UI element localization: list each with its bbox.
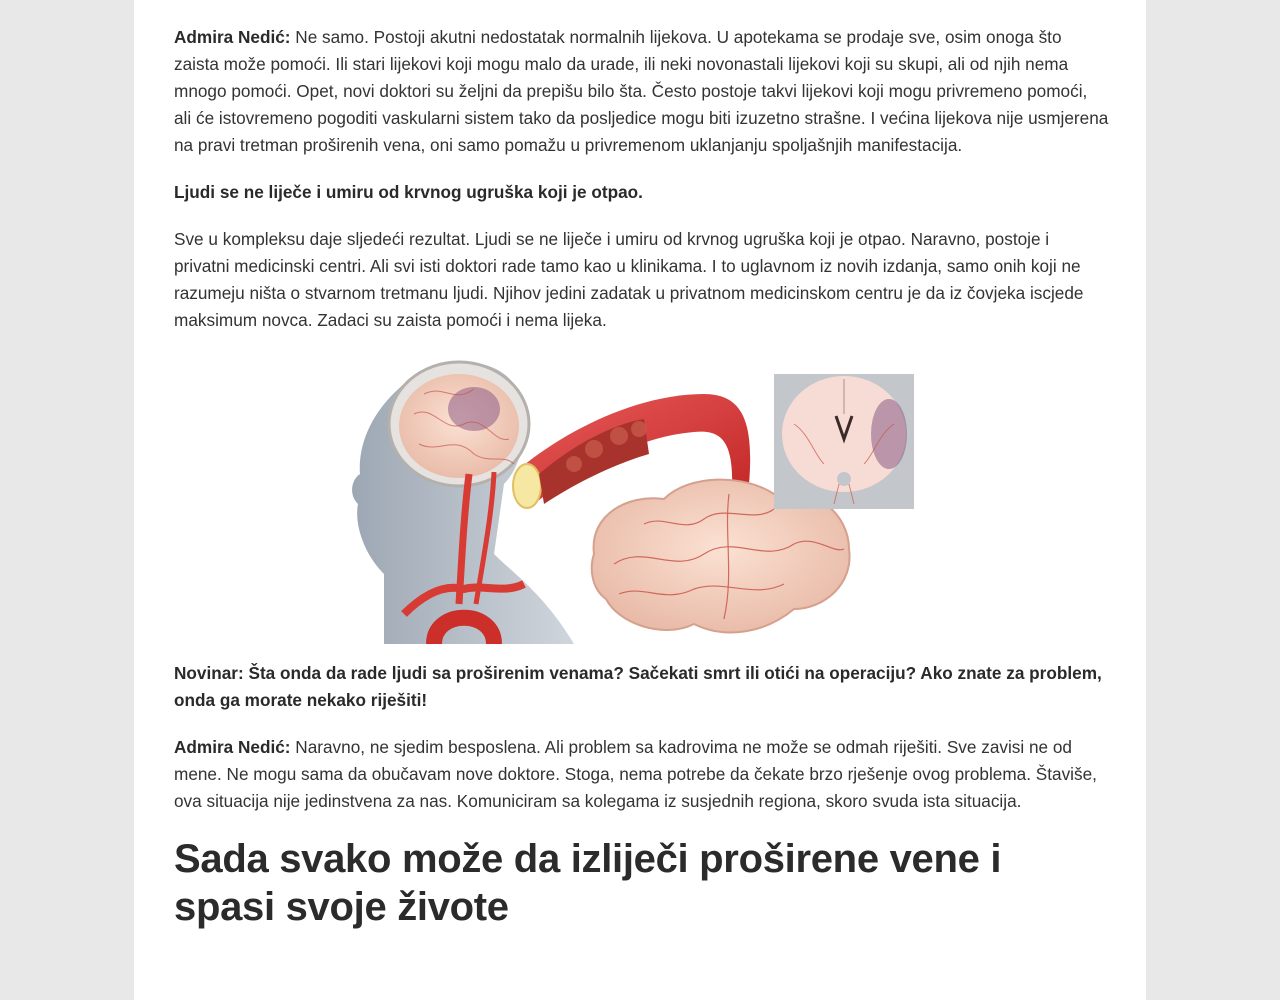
journalist-question: Novinar: Šta onda da rade ljudi sa proširenim venama? Sačekati smrt ili otići na operaciju? Ako znate za problem, onda ga morate nekako riješiti! [174, 663, 1102, 710]
bold-statement: Ljudi se ne liječe i umiru od krvnog ugruška koji je otpao. [174, 182, 643, 202]
answer-text: Naravno, ne sjedim besposlena. Ali problem sa kadrovima ne može se odmah riješiti. Sve zavisi ne od mene. Ne mogu sama da obučavam nove doktore. Stoga, nema potrebe da čekate brzo rješenje ovog problema. Štaviše, ova situacija nije jedinstvena za nas. Komuniciram sa kolegama iz susjednih regiona, skoro svuda ista situacija. [174, 737, 1097, 811]
section-heading: Sada svako može da izliječi proširene vene i spasi svoje živote [174, 837, 1002, 929]
speaker-name: Admira Nedić: [174, 27, 291, 47]
speaker-name: Admira Nedić: [174, 737, 291, 757]
interview-answer-1 [174, 24, 1109, 159]
paragraph-result: Sve u kompleksu daje sljedeći rezultat. Ljudi se ne liječe i umiru od krvnog ugruška koji je otpao. Naravno, postoje i privatni medicinski centri. Ali svi isti doktori rade tamo kao u klinikama. I to uglavnom iz novih izdanja, samo onih koji ne razumeju ništa o stvarnom tretmanu ljudi. Njihov jedini zadatak u privatnom medicinskom centru je da iz čovjeka iscjede maksimum novca. Zadaci su zaista pomoći i nema lijeka. [174, 229, 1084, 330]
stroke-illustration [344, 354, 924, 644]
article-content [174, 24, 1109, 931]
answer-text: Ne samo. Postoji akutni nedostatak normalnih lijekova. U apotekama se prodaje sve, osim onoga što zaista može pomoći. Ili stari lijekovi koji mogu malo da urade, ili neki novonastali lijekovi koji su skupi, ali od njih nema mnogo pomoći. Opet, novi doktori su željni da prepišu bilo šta. Često postoje takvi lijekovi koji mogu privremeno pomoći, ali će istovremeno pogoditi vaskularni sistem tako da posljedice mogu biti izuzetno strašne. I većina lijekova nije usmjerena na pravi tretman proširenih vena, oni samo pomažu u privremenom uklanjanju spoljašnjih manifestacija. [174, 27, 1109, 155]
brain-artery-image [344, 354, 924, 644]
article-page [134, 0, 1146, 1000]
interview-answer-2 [174, 734, 1109, 815]
